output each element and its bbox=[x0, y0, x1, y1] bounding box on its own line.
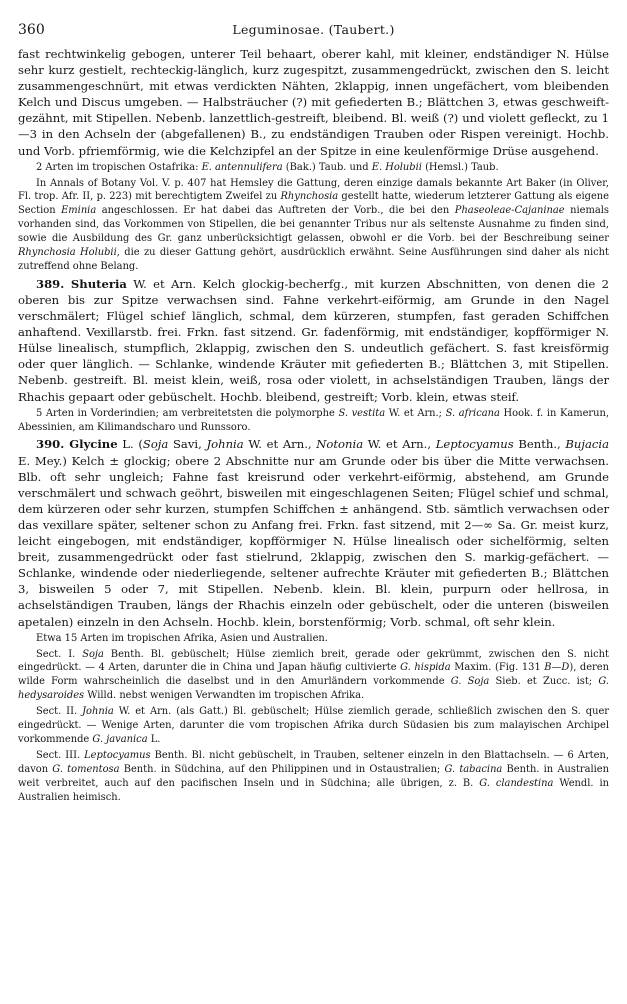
text-run: angeschlossen. Er hat dabei das Auftreten der Vorb., die bei den bbox=[96, 205, 455, 217]
text-run: L. ( bbox=[117, 437, 143, 452]
small-print-paragraph bbox=[18, 749, 609, 805]
italic-taxon: G. hedysaroides bbox=[18, 676, 610, 702]
small-print-paragraph bbox=[18, 177, 609, 274]
italic-taxon: Eminia bbox=[61, 205, 97, 217]
document-body bbox=[18, 46, 609, 804]
italic-taxon: Leptocyamus bbox=[435, 437, 514, 452]
small-print-paragraph bbox=[18, 407, 609, 435]
italic-taxon: Notonia bbox=[316, 437, 364, 452]
text-run: W. et Arn.; bbox=[385, 407, 446, 419]
small-print-paragraph bbox=[18, 705, 609, 747]
italic-taxon: B—D bbox=[544, 662, 570, 674]
text-run: 5 Arten in Vorderindien; am verbreitetsten die polymorphe bbox=[36, 407, 339, 419]
italic-taxon: Leptocyamus bbox=[84, 749, 151, 761]
italic-taxon: Rhynchosia bbox=[280, 191, 339, 203]
text-run: Maxim. (Fig. 131 bbox=[450, 662, 545, 674]
text-run: Sect. I. bbox=[36, 648, 83, 660]
italic-taxon: Phaseoleae-Cajaninae bbox=[454, 205, 565, 217]
small-print-paragraph bbox=[18, 648, 609, 704]
text-run: gestellt hatte, wiederum letzterer Gattung als eigene Section bbox=[18, 191, 609, 217]
text-run: (Hemsl.) Taub. bbox=[421, 161, 499, 173]
genus-heading: 390. Glycine bbox=[36, 437, 118, 452]
text-run: Willd. nebst wenigen Verwandten im tropischen Afrika. bbox=[84, 690, 365, 702]
italic-taxon: S. africana bbox=[445, 407, 500, 419]
text-run: W. et Arn. (als Gatt.) Bl. gebüschelt; Hülse ziemlich gerade, schließlich zwischen den S. quer eingedrückt. — Wenige Arten, darunter die vom tropischen Afrika durch Südasien bis zum malayischen Archipel vorkommende bbox=[18, 706, 610, 745]
text-run: Etwa 15 Arten im tropischen Afrika, Asien und Australien. bbox=[36, 632, 328, 644]
text-run: L. bbox=[147, 733, 161, 745]
small-print-paragraph bbox=[18, 632, 609, 646]
text-run: Benth. Bl. gebüschelt; Hülse ziemlich breit, gerade oder gekrümmt, zwischen den S. nicht eingedrückt. — 4 Arten, darunter die in China und Japan häufig cultivierte bbox=[18, 648, 609, 674]
text-run: ), deren wilde Form wahrscheinlich die daselbst und in den Amurländern vorkommende bbox=[18, 662, 609, 688]
italic-taxon: Soja bbox=[142, 437, 169, 452]
running-title: Leguminosae. (Taubert.) bbox=[232, 22, 395, 37]
italic-taxon: Johnia bbox=[206, 437, 244, 452]
italic-taxon: G. javanica bbox=[92, 733, 148, 745]
text-run: Benth. in Australien weit verbreitet, auch auf den pacifischen Inseln und in Südchina; alle übrigen, z. B. bbox=[18, 763, 609, 789]
italic-taxon: Bujacia bbox=[565, 437, 610, 452]
text-run: W. et Arn., bbox=[363, 437, 436, 452]
italic-taxon: E. Holubii bbox=[371, 161, 422, 173]
text-run: , die zu dieser Gattung gehört, ausdrücklich erwähnt. Seine Ausführungen sind daher als nicht zutreffend ohne Belang. bbox=[18, 247, 609, 272]
italic-taxon: G. clandestina bbox=[479, 777, 554, 789]
text-run: E. Mey.) Kelch ± glockig; obere 2 Abschnitte nur am Grunde oder bis über die Mitte verwachsen. Blb. oft sehr ungleich; Fahne fast kreisrund oder verkehrt-eiförmig, abstehend, am Grunde verschmälert und schwach geöhrt, bisweilen mit eingeschlagenen Seiten; Flügel schief und schmal, dem kürzeren oder sehr kurzen, stumpfen Schiffchen ± anhängend. Stb. sämtlich verwachsen oder das vexillare später, seltener schon zu Anfang frei. Frkn. fast sitzend, mit 2—∞ Sa. Gr. meist kurz, leicht eingebogen, mit endständiger, kopfförmiger N. Hülse linealisch oder sichelförmig, selten breit, zusammengedrückt oder fast stielrund, 2klappig, zwischen den S. markig-gefächert. — Schlanke, windende oder niederliegende, seltener aufrechte Kräuter mit gefiederten B.; Blättchen 3, bisweilen 5 oder 7, mit Stipellen. Nebenb. klein. Bl. klein, purpurn oder hellrosa, in achselständigen Trauben, längs der Rhachis einzeln oder gebüschelt, oder die unteren (bisweilen apetalen) einzeln in den Achseln. Hochb. klein, borstenförmig; Vorb. schmal, oft sehr klein. bbox=[18, 453, 609, 629]
text-paragraph bbox=[18, 436, 609, 629]
text-run: 2 Arten im tropischen Ostafrika: bbox=[36, 161, 202, 173]
text-run: Benth., bbox=[513, 437, 566, 452]
italic-taxon: Johnia bbox=[82, 706, 114, 718]
small-print-paragraph bbox=[18, 161, 609, 175]
text-run: Wendl. in Australien heimisch. bbox=[18, 777, 609, 803]
text-run: fast rechtwinkelig gebogen, unterer Teil behaart, oberer kahl, mit kleiner, endständiger N. Hülse sehr kurz gestielt, rechteckig-länglich, kurz zugespitzt, zusammengedrückt, zwischen den S. leicht zusammengeschnürt, mit etwas verdickten Nähten, 2klappig, innen ungefächert, vom bleibenden Kelch und Discus umgeben. — Halbsträucher (?) mit gefiederten B.; Blättchen 3, etwas geschweift-gezähnt, mit Stipellen. Nebenb. lanzettlich-gestreift, bleibend. Bl. weiß (?) und violett gefleckt, zu 1—3 in den Achseln der (abgefallenen) B., zu endständigen Trauben oder Rispen vereinigt. Hochb. und Vorb. pfriemförmig, wie die Kelchzipfel an der Spitze in eine keulenförmige Drüse ausgehend. bbox=[18, 47, 609, 158]
page-header bbox=[18, 22, 609, 46]
italic-taxon: S. vestita bbox=[338, 407, 386, 419]
text-run: Benth. Bl. nicht gebüschelt, in Trauben, seltener einzeln in den Blattachseln. — 6 Arten, davon bbox=[18, 749, 609, 775]
italic-taxon: Rhynchosia Holubii bbox=[18, 247, 117, 259]
italic-taxon: Soja bbox=[82, 648, 104, 660]
text-paragraph bbox=[18, 46, 609, 159]
text-run: In Annals of Botany Vol. V. p. 407 hat Hemsley die Gattung, deren einzige damals bekannte Art Baker (in Oliver, Fl. trop. Afr. II, p. 223) mit berechtigtem Zweifel zu bbox=[18, 177, 609, 203]
italic-taxon: G. Soja bbox=[450, 676, 490, 688]
text-run: Benth. in Südchina, auf den Philippinen und in Ostaustralien; bbox=[119, 763, 445, 775]
text-paragraph bbox=[18, 276, 609, 405]
text-run: W. et Arn., bbox=[243, 437, 317, 452]
text-run: Hook. f. in Kamerun, Abessinien, am Kilimandscharo und Runssoro. bbox=[18, 407, 610, 433]
text-run: Sieb. et Zucc. ist; bbox=[489, 676, 599, 688]
text-run: W. et Arn. Kelch glockig-becherfg., mit kurzen Abschnitten, von denen die 2 oberen bis zur Spitze verwachsen sind. Fahne verkehrt-eiförmig, am Grunde in den Nagel verschmälert; Flügel schief länglich, schmal, dem kürzeren, stumpfen, fast geraden Schiffchen anhaftend. Vexillarstb. frei. Frkn. fast sitzend. Gr. fadenförmig, mit endständiger, kopfförmiger N. Hülse linealisch, stumpflich, 2klappig, zwischen den S. undeutlich gefächert. S. fast kreisförmig oder quer länglich. — Schlanke, windende Kräuter mit gefiederten B.; Blättchen 3, mit Stipellen. Nebenb. gestreift. Bl. meist klein, weiß, rosa oder violett, in achselständigen Trauben, längs der Rhachis gepaart oder gebüschelt. Hochb. bleibend, gestreift; Vorb. klein, etwas steif. bbox=[18, 276, 609, 404]
text-run: niemals vorhanden sind, das Vorkommen von Stipellen, die bei genannter Tribus nur als seltenste Ausnahme zu finden sind, sowie die Ausbildung des Gr. ganz unberücksichtigt gelassen, obwohl er die Vorb. bei der Beschreibung seiner bbox=[18, 205, 609, 245]
text-run: (Bak.) Taub. und bbox=[282, 161, 372, 173]
text-run: Sect. III. bbox=[36, 749, 85, 761]
italic-taxon: E. antennulifera bbox=[201, 161, 283, 173]
genus-heading: 389. Shuteria bbox=[36, 276, 127, 291]
italic-taxon: G. tabacina bbox=[444, 763, 503, 775]
page-number: 360 bbox=[18, 22, 45, 38]
text-run: Sect. II. bbox=[36, 706, 83, 718]
italic-taxon: G. tomentosa bbox=[52, 763, 120, 775]
text-run: Savi, bbox=[168, 437, 207, 452]
italic-taxon: G. hispida bbox=[400, 662, 451, 674]
